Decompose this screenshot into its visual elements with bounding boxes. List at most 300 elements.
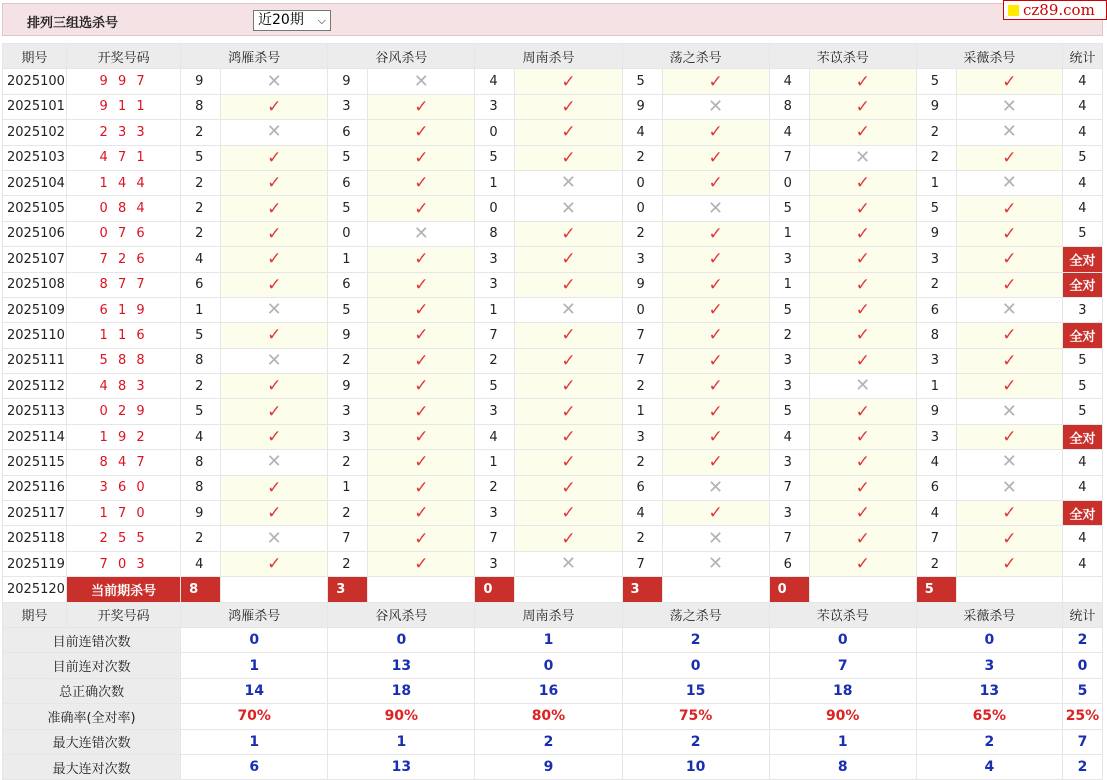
kill-number-cell: 1 [475, 297, 515, 322]
kill-result-cell [368, 348, 475, 373]
check-icon: ✓ [561, 274, 576, 295]
period-cell: 2025109 [3, 297, 67, 322]
col-header-draw: 开奖号码 [67, 44, 181, 69]
col-header-expert: 谷风杀号 [328, 602, 475, 627]
check-icon: ✓ [855, 401, 870, 422]
kill-number-cell: 2 [181, 221, 221, 246]
kill-number-cell: 2 [181, 374, 221, 399]
kill-number-cell: 6 [328, 272, 368, 297]
check-icon: ✓ [561, 122, 576, 143]
period-cell: 2025115 [3, 450, 67, 475]
summary-stat: 7 [1062, 729, 1102, 754]
kill-number-cell: 5 [181, 399, 221, 424]
kill-result-cell [809, 94, 916, 119]
kill-number-cell: 7 [916, 526, 956, 551]
stat-cell: 4 [1062, 551, 1102, 576]
kill-number-cell: 7 [769, 475, 809, 500]
check-icon: ✓ [1002, 147, 1017, 168]
kill-number-cell: 2 [181, 120, 221, 145]
check-icon: ✓ [855, 249, 870, 270]
summary-label: 目前连错次数 [3, 627, 181, 652]
col-header-expert: 周南杀号 [475, 602, 622, 627]
kill-number-cell: 3 [475, 247, 515, 272]
check-icon: ✓ [267, 401, 282, 422]
check-icon: ✓ [1002, 503, 1017, 524]
summary-value: 0 [916, 627, 1062, 652]
check-icon: ✓ [855, 300, 870, 321]
kill-number-cell: 2 [622, 374, 662, 399]
cross-icon: ✕ [413, 222, 429, 244]
kill-result-cell [515, 323, 622, 348]
summary-label: 总正确次数 [3, 678, 181, 703]
kill-number-cell: 9 [916, 399, 956, 424]
kill-number-cell: 1 [181, 297, 221, 322]
draw-number-cell: 0 7 6 [67, 221, 181, 246]
cross-icon: ✕ [1001, 299, 1017, 321]
cross-icon: ✕ [1001, 476, 1017, 498]
kill-result-cell [662, 297, 769, 322]
period-range-select[interactable] [253, 10, 331, 31]
period-cell: 2025101 [3, 94, 67, 119]
draw-number-cell: 1 9 2 [67, 424, 181, 449]
check-icon: ✓ [414, 274, 429, 295]
current-kill-number: 8 [181, 577, 221, 602]
kill-result-cell [515, 247, 622, 272]
stat-cell: 4 [1062, 450, 1102, 475]
check-icon: ✓ [561, 503, 576, 524]
kill-result-cell [368, 69, 475, 94]
check-icon: ✓ [708, 427, 723, 448]
check-icon: ✓ [708, 452, 723, 473]
kill-result-cell [515, 196, 622, 221]
kill-result-cell [809, 501, 916, 526]
table-row [3, 170, 1103, 195]
kill-number-cell: 5 [916, 69, 956, 94]
check-icon: ✓ [855, 223, 870, 244]
period-cell: 2025103 [3, 145, 67, 170]
kill-result-cell [956, 221, 1062, 246]
stat-cell: 全对 [1062, 424, 1102, 449]
kill-number-cell: 1 [916, 374, 956, 399]
kill-number-cell: 4 [916, 450, 956, 475]
kill-result-cell [368, 297, 475, 322]
summary-value: 75% [622, 704, 769, 729]
kill-number-cell: 2 [769, 323, 809, 348]
stat-cell: 4 [1062, 526, 1102, 551]
kill-result-cell [221, 424, 328, 449]
kill-result-cell [368, 221, 475, 246]
period-cell: 2025108 [3, 272, 67, 297]
kill-number-cell: 6 [622, 475, 662, 500]
stat-cell: 4 [1062, 475, 1102, 500]
cross-icon: ✕ [1001, 121, 1017, 143]
kill-result-cell [368, 374, 475, 399]
check-icon: ✓ [414, 477, 429, 498]
summary-label: 最大连错次数 [3, 729, 181, 754]
kill-number-cell: 3 [769, 247, 809, 272]
summary-value: 90% [769, 704, 916, 729]
check-icon: ✓ [414, 503, 429, 524]
kill-number-cell: 5 [769, 297, 809, 322]
table-row [3, 348, 1103, 373]
summary-value: 14 [181, 678, 328, 703]
draw-number-cell: 0 8 4 [67, 196, 181, 221]
stat-cell: 5 [1062, 221, 1102, 246]
draw-number-cell: 3 6 0 [67, 475, 181, 500]
summary-label: 最大连对次数 [3, 754, 181, 779]
kill-number-cell: 4 [181, 551, 221, 576]
check-icon: ✓ [708, 376, 723, 397]
kill-result-cell [515, 501, 622, 526]
kill-number-cell: 4 [181, 424, 221, 449]
summary-stat: 25% [1062, 704, 1102, 729]
check-icon: ✓ [267, 96, 282, 117]
current-kill-number: 0 [769, 577, 809, 602]
empty-cell [368, 577, 475, 602]
check-icon: ✓ [267, 198, 282, 219]
kill-number-cell: 2 [622, 221, 662, 246]
kill-result-cell [956, 297, 1062, 322]
kill-number-cell: 2 [916, 120, 956, 145]
kill-number-cell: 5 [181, 145, 221, 170]
draw-number-cell: 0 2 9 [67, 399, 181, 424]
kill-number-cell: 5 [328, 145, 368, 170]
summary-value: 3 [916, 653, 1062, 678]
kill-number-cell: 2 [916, 145, 956, 170]
check-icon: ✓ [708, 300, 723, 321]
kill-result-cell [368, 526, 475, 551]
kill-number-cell: 5 [328, 196, 368, 221]
kill-result-cell [956, 399, 1062, 424]
summary-label: 准确率(全对率) [3, 704, 181, 729]
summary-row [3, 729, 1103, 754]
kill-result-cell [221, 221, 328, 246]
kill-number-cell: 8 [181, 94, 221, 119]
check-icon: ✓ [561, 71, 576, 92]
kill-number-cell: 4 [181, 247, 221, 272]
cross-icon: ✕ [560, 299, 577, 321]
kill-number-cell: 6 [328, 170, 368, 195]
cross-icon: ✕ [560, 553, 577, 574]
page-title: 排列三组选杀号 [27, 16, 119, 31]
kill-result-cell [368, 424, 475, 449]
summary-value: 18 [769, 678, 916, 703]
cross-icon: ✕ [1001, 400, 1017, 422]
kill-number-cell: 7 [769, 145, 809, 170]
summary-row [3, 653, 1103, 678]
kill-result-cell [515, 221, 622, 246]
kill-number-cell: 0 [769, 170, 809, 195]
kill-result-cell [221, 196, 328, 221]
kill-number-cell: 2 [328, 450, 368, 475]
summary-value: 65% [916, 704, 1062, 729]
summary-value: 2 [475, 729, 622, 754]
cross-icon: ✕ [708, 553, 724, 574]
check-icon: ✓ [1002, 223, 1017, 244]
kill-result-cell [368, 247, 475, 272]
kill-result-cell [956, 272, 1062, 297]
kill-number-cell: 6 [916, 297, 956, 322]
table-row [3, 120, 1103, 145]
draw-number-cell: 2 5 5 [67, 526, 181, 551]
kill-number-cell: 3 [769, 501, 809, 526]
check-icon: ✓ [1002, 376, 1017, 397]
check-icon: ✓ [1002, 350, 1017, 371]
kill-result-cell [662, 475, 769, 500]
draw-number-cell: 8 7 7 [67, 272, 181, 297]
kill-result-cell [221, 348, 328, 373]
table-row [3, 374, 1103, 399]
cross-icon: ✕ [1001, 172, 1017, 194]
kill-result-cell [662, 272, 769, 297]
kill-number-cell: 8 [769, 94, 809, 119]
kill-result-cell [809, 424, 916, 449]
check-icon: ✓ [855, 96, 870, 117]
current-kill-number: 3 [622, 577, 662, 602]
cross-icon: ✕ [560, 172, 577, 194]
table-row [3, 247, 1103, 272]
draw-number-cell: 6 1 9 [67, 297, 181, 322]
kill-result-cell [368, 323, 475, 348]
check-icon: ✓ [561, 223, 576, 244]
kill-number-cell: 5 [769, 196, 809, 221]
check-icon: ✓ [708, 274, 723, 295]
stat-cell: 5 [1062, 348, 1102, 373]
kill-result-cell [809, 374, 916, 399]
summary-value: 2 [622, 627, 769, 652]
summary-stat: 2 [1062, 627, 1102, 652]
kill-number-cell: 1 [916, 170, 956, 195]
draw-number-cell: 9 1 1 [67, 94, 181, 119]
check-icon: ✓ [708, 350, 723, 371]
stat-cell: 5 [1062, 145, 1102, 170]
kill-result-cell [515, 94, 622, 119]
period-cell: 2025116 [3, 475, 67, 500]
table-row [3, 94, 1103, 119]
table-row [3, 323, 1103, 348]
check-icon: ✓ [414, 173, 429, 194]
draw-number-cell: 2 3 3 [67, 120, 181, 145]
kill-result-cell [221, 526, 328, 551]
empty-cell [221, 577, 328, 602]
col-header-expert: 采薇杀号 [916, 44, 1062, 69]
kill-number-cell: 0 [475, 120, 515, 145]
stat-cell: 3 [1062, 297, 1102, 322]
kill-result-cell [221, 374, 328, 399]
check-icon: ✓ [708, 249, 723, 270]
kill-number-cell: 0 [622, 297, 662, 322]
col-header-expert: 荡之杀号 [622, 44, 769, 69]
draw-number-cell: 7 0 3 [67, 551, 181, 576]
table-row [3, 145, 1103, 170]
kill-result-cell [662, 221, 769, 246]
kill-result-cell [368, 399, 475, 424]
current-kill-label: 当前期杀号 [67, 577, 181, 602]
kill-result-cell [515, 526, 622, 551]
table-row [3, 272, 1103, 297]
kill-number-cell: 9 [916, 221, 956, 246]
check-icon: ✓ [414, 198, 429, 219]
table-row [3, 221, 1103, 246]
check-icon: ✓ [708, 122, 723, 143]
kill-result-cell [662, 501, 769, 526]
check-icon: ✓ [561, 96, 576, 117]
kill-number-cell: 1 [769, 272, 809, 297]
kill-number-cell: 6 [769, 551, 809, 576]
kill-result-cell [221, 120, 328, 145]
table-row [3, 450, 1103, 475]
check-icon: ✓ [708, 71, 723, 92]
check-icon: ✓ [267, 427, 282, 448]
kill-number-cell: 2 [622, 526, 662, 551]
kill-number-cell: 3 [475, 399, 515, 424]
check-icon: ✓ [414, 401, 429, 422]
kill-number-cell: 1 [769, 221, 809, 246]
kill-number-cell: 3 [769, 374, 809, 399]
kill-result-cell [221, 551, 328, 576]
check-icon: ✓ [855, 198, 870, 219]
col-header-expert: 鸿雁杀号 [181, 44, 328, 69]
summary-value: 1 [475, 627, 622, 652]
table-row [3, 297, 1103, 322]
col-header-period: 期号 [3, 602, 67, 627]
check-icon: ✓ [855, 350, 870, 371]
cross-icon: ✕ [266, 527, 282, 549]
check-icon: ✓ [1002, 274, 1017, 295]
summary-value: 13 [916, 678, 1062, 703]
draw-number-cell: 1 1 6 [67, 323, 181, 348]
current-kill-number: 5 [916, 577, 956, 602]
period-cell: 2025111 [3, 348, 67, 373]
check-icon: ✓ [1002, 427, 1017, 448]
kill-number-cell: 7 [328, 526, 368, 551]
kill-result-cell [221, 247, 328, 272]
kill-result-cell [515, 374, 622, 399]
check-icon: ✓ [561, 376, 576, 397]
kill-number-cell: 4 [475, 424, 515, 449]
header-row [3, 44, 1103, 69]
kill-number-cell: 2 [181, 170, 221, 195]
summary-value: 1 [328, 729, 475, 754]
kill-number-cell: 7 [622, 551, 662, 576]
check-icon: ✓ [708, 401, 723, 422]
check-icon: ✓ [561, 249, 576, 270]
kill-result-cell [515, 69, 622, 94]
kill-number-cell: 2 [475, 475, 515, 500]
kill-number-cell: 2 [916, 272, 956, 297]
kill-result-cell [956, 348, 1062, 373]
check-icon: ✓ [414, 122, 429, 143]
kill-number-cell: 3 [475, 551, 515, 576]
kill-result-cell [956, 551, 1062, 576]
draw-number-cell: 1 4 4 [67, 170, 181, 195]
stat-cell: 全对 [1062, 272, 1102, 297]
period-range-value: 近20期 [258, 12, 304, 28]
col-header-expert: 鸿雁杀号 [181, 602, 328, 627]
check-icon: ✓ [855, 452, 870, 473]
kill-number-cell: 2 [328, 551, 368, 576]
kill-number-cell: 1 [328, 475, 368, 500]
period-cell: 2025106 [3, 221, 67, 246]
kill-result-cell [956, 247, 1062, 272]
check-icon: ✓ [855, 325, 870, 346]
cross-icon: ✕ [413, 70, 429, 92]
check-icon: ✓ [855, 71, 870, 92]
kill-number-cell: 7 [622, 348, 662, 373]
summary-value: 1 [769, 729, 916, 754]
kill-result-cell [956, 475, 1062, 500]
summary-row [3, 678, 1103, 703]
logo-text: cz89.com [1023, 1, 1095, 19]
kill-result-cell [809, 69, 916, 94]
kill-number-cell: 8 [475, 221, 515, 246]
kill-number-cell: 9 [328, 69, 368, 94]
check-icon: ✓ [414, 554, 429, 574]
kill-number-cell: 5 [328, 297, 368, 322]
cross-icon: ✕ [855, 146, 871, 168]
table-row [3, 424, 1103, 449]
empty-cell [515, 577, 622, 602]
kill-result-cell [809, 348, 916, 373]
kill-result-cell [221, 297, 328, 322]
check-icon: ✓ [855, 173, 870, 194]
kill-result-cell [809, 323, 916, 348]
cross-icon: ✕ [708, 95, 724, 117]
cross-icon: ✕ [266, 121, 282, 143]
stat-cell: 5 [1062, 374, 1102, 399]
kill-result-cell [221, 501, 328, 526]
summary-value: 1 [181, 653, 328, 678]
kill-number-cell: 7 [769, 526, 809, 551]
kill-result-cell [956, 526, 1062, 551]
summary-value: 15 [622, 678, 769, 703]
kill-number-cell: 3 [475, 94, 515, 119]
check-icon: ✓ [855, 477, 870, 498]
table-row [3, 69, 1103, 94]
kill-number-cell: 2 [916, 551, 956, 576]
stat-cell: 5 [1062, 399, 1102, 424]
kill-number-cell: 0 [475, 196, 515, 221]
kill-number-cell: 4 [769, 120, 809, 145]
site-logo[interactable] [1003, 0, 1107, 20]
cross-icon: ✕ [708, 527, 724, 549]
kill-result-cell [956, 374, 1062, 399]
kill-number-cell: 9 [916, 94, 956, 119]
kill-number-cell: 2 [622, 450, 662, 475]
summary-stat: 0 [1062, 653, 1102, 678]
kill-result-cell [515, 145, 622, 170]
check-icon: ✓ [561, 147, 576, 168]
period-cell: 2025110 [3, 323, 67, 348]
kill-number-cell: 9 [622, 94, 662, 119]
check-icon: ✓ [267, 503, 282, 524]
kill-result-cell [368, 501, 475, 526]
kill-result-cell [515, 424, 622, 449]
check-icon: ✓ [267, 173, 282, 194]
kill-number-cell: 4 [622, 501, 662, 526]
kill-number-cell: 9 [622, 272, 662, 297]
check-icon: ✓ [414, 325, 429, 346]
stat-cell: 4 [1062, 170, 1102, 195]
stat-cell: 4 [1062, 69, 1102, 94]
kill-result-cell [221, 170, 328, 195]
kill-result-cell [956, 323, 1062, 348]
kill-number-cell: 7 [622, 323, 662, 348]
kill-result-cell [662, 247, 769, 272]
draw-number-cell: 1 7 0 [67, 501, 181, 526]
kill-number-cell: 9 [181, 501, 221, 526]
kill-result-cell [809, 120, 916, 145]
